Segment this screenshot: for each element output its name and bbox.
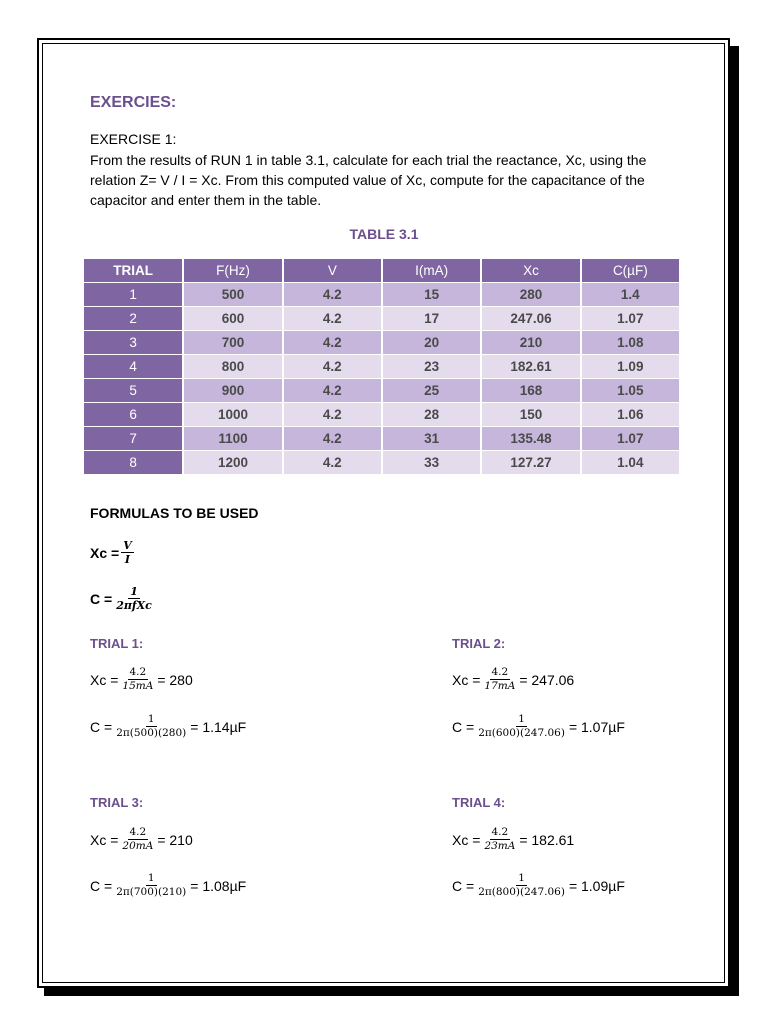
cell-frequency: 500 — [183, 283, 282, 307]
header-frequency: F(Hz) — [183, 259, 282, 283]
cell-reactance: 135.48 — [481, 427, 580, 451]
trial-3-xc-denominator: 20mA — [122, 840, 154, 852]
trial-2-xc — [452, 666, 574, 693]
cell-voltage: 4.2 — [283, 451, 382, 475]
trial-1-xc-lhs: Xc = — [90, 671, 119, 688]
cell-current: 17 — [382, 307, 481, 331]
cell-capacitance: 1.4 — [581, 283, 680, 307]
page-title: EXERCIES: — [90, 94, 177, 111]
trial-3-xc-fraction — [120, 826, 155, 853]
table-row — [84, 451, 680, 475]
header-voltage: V — [283, 259, 382, 283]
cell-frequency: 1200 — [183, 451, 282, 475]
trial-1-c-fraction — [114, 713, 188, 740]
header-reactance: Xc — [481, 259, 580, 283]
trial-2-xc-result: = 247.06 — [519, 671, 575, 688]
trial-1-c-result: = 1.14µF — [190, 718, 247, 735]
cell-reactance: 127.27 — [481, 451, 580, 475]
trial-1-xc-numerator: 4.2 — [129, 666, 147, 678]
trial-2-c-fraction — [476, 713, 567, 740]
trial-3-xc-lhs: Xc = — [90, 831, 119, 848]
formula-c-denominator: 2πfXc — [116, 599, 152, 612]
header-capacitance: C(µF) — [581, 259, 680, 283]
trial-4-c-fraction — [476, 872, 567, 899]
cell-frequency: 600 — [183, 307, 282, 331]
cell-voltage: 4.2 — [283, 307, 382, 331]
cell-current: 25 — [382, 379, 481, 403]
cell-voltage: 4.2 — [283, 427, 382, 451]
trial-1-title: TRIAL 1: — [90, 636, 144, 651]
trial-1-c-lhs: C = — [90, 718, 113, 735]
cell-trial: 8 — [84, 451, 183, 475]
trial-4-xc-result: = 182.61 — [519, 831, 575, 848]
results-table — [84, 259, 681, 475]
cell-voltage: 4.2 — [283, 331, 382, 355]
trial-2-c-result: = 1.07µF — [568, 718, 625, 735]
trial-4-c-result: = 1.09µF — [568, 877, 625, 894]
trial-4-xc-fraction — [482, 826, 517, 853]
trial-1-xc — [90, 666, 193, 693]
trial-3-c-numerator: 1 — [147, 872, 155, 884]
cell-frequency: 1000 — [183, 403, 282, 427]
cell-frequency: 700 — [183, 331, 282, 355]
cell-trial: 3 — [84, 331, 183, 355]
formula-c-lhs: C = — [90, 590, 113, 607]
trial-1-c-denominator: 2π(500)(280) — [116, 727, 187, 739]
trial-2-xc-lhs: Xc = — [452, 671, 481, 688]
trial-1-c — [90, 713, 246, 740]
formula-xc-fraction — [121, 539, 134, 566]
table-row — [84, 283, 680, 307]
trial-2-c — [452, 713, 625, 740]
trial-2-c-denominator: 2π(600)(247.06) — [478, 727, 565, 739]
table-row — [84, 307, 680, 331]
cell-frequency: 800 — [183, 355, 282, 379]
cell-capacitance: 1.06 — [581, 403, 680, 427]
cell-reactance: 210 — [481, 331, 580, 355]
cell-current: 28 — [382, 403, 481, 427]
formula-xc-lhs: Xc = — [90, 544, 120, 561]
trial-4-c-denominator: 2π(800)(247.06) — [478, 886, 565, 898]
cell-capacitance: 1.04 — [581, 451, 680, 475]
cell-frequency: 900 — [183, 379, 282, 403]
cell-reactance: 247.06 — [481, 307, 580, 331]
trial-4-xc-lhs: Xc = — [452, 831, 481, 848]
cell-capacitance: 1.09 — [581, 355, 680, 379]
cell-trial: 2 — [84, 307, 183, 331]
cell-current: 23 — [382, 355, 481, 379]
cell-reactance: 168 — [481, 379, 580, 403]
exercise-instructions: From the results of RUN 1 in table 3.1, calculate for each trial the reactance, Xc, using the relation Z= V / I = Xc. From this computed value of Xc, compute for the capacitance of the capacitor and enter them in the table. — [90, 152, 647, 208]
cell-reactance: 280 — [481, 283, 580, 307]
trial-1-c-numerator: 1 — [147, 713, 155, 725]
trial-3-title: TRIAL 3: — [90, 795, 144, 810]
trial-3-xc — [90, 826, 193, 853]
table-row — [84, 355, 680, 379]
trial-1-xc-result: = 280 — [157, 671, 193, 688]
trial-2-xc-denominator: 17mA — [484, 680, 516, 692]
trial-3-c-fraction — [114, 872, 188, 899]
trial-3-xc-numerator: 4.2 — [129, 826, 147, 838]
formulas-heading: FORMULAS TO BE USED — [90, 505, 259, 521]
trial-3-xc-result: = 210 — [157, 831, 193, 848]
table-caption: TABLE 3.1 — [349, 226, 419, 242]
trial-3-c-lhs: C = — [90, 877, 113, 894]
trial-3-c-result: = 1.08µF — [190, 877, 247, 894]
cell-reactance: 150 — [481, 403, 580, 427]
trial-4-xc-numerator: 4.2 — [491, 826, 509, 838]
cell-current: 15 — [382, 283, 481, 307]
cell-capacitance: 1.07 — [581, 307, 680, 331]
trial-2-xc-fraction — [482, 666, 517, 693]
cell-reactance: 182.61 — [481, 355, 580, 379]
cell-capacitance: 1.07 — [581, 427, 680, 451]
cell-capacitance: 1.05 — [581, 379, 680, 403]
trial-1-xc-denominator: 15mA — [122, 680, 154, 692]
cell-trial: 4 — [84, 355, 183, 379]
formula-c — [90, 585, 156, 612]
cell-frequency: 1100 — [183, 427, 282, 451]
cell-voltage: 4.2 — [283, 403, 382, 427]
cell-voltage: 4.2 — [283, 355, 382, 379]
formula-xc-denominator: I — [124, 553, 131, 566]
cell-capacitance: 1.08 — [581, 331, 680, 355]
table-row — [84, 403, 680, 427]
table-row — [84, 379, 680, 403]
trial-3-c — [90, 872, 246, 899]
cell-current: 31 — [382, 427, 481, 451]
table-row — [84, 427, 680, 451]
cell-trial: 5 — [84, 379, 183, 403]
trial-4-title: TRIAL 4: — [452, 795, 506, 810]
trial-1-xc-fraction — [120, 666, 155, 693]
header-current: I(mA) — [382, 259, 481, 283]
formula-xc-numerator: V — [123, 539, 132, 552]
trial-3-c-denominator: 2π(700)(210) — [116, 886, 187, 898]
trial-2-xc-numerator: 4.2 — [491, 666, 509, 678]
exercise-label: EXERCISE 1: — [90, 131, 177, 147]
formula-xc — [90, 539, 136, 566]
cell-trial: 7 — [84, 427, 183, 451]
cell-current: 20 — [382, 331, 481, 355]
trial-4-xc — [452, 826, 574, 853]
cell-trial: 1 — [84, 283, 183, 307]
cell-current: 33 — [382, 451, 481, 475]
trial-4-c-lhs: C = — [452, 877, 475, 894]
formula-c-numerator: 1 — [130, 585, 138, 598]
table-header-row — [84, 259, 680, 283]
cell-voltage: 4.2 — [283, 283, 382, 307]
cell-trial: 6 — [84, 403, 183, 427]
table-row — [84, 331, 680, 355]
trial-4-xc-denominator: 23mA — [484, 840, 516, 852]
cell-voltage: 4.2 — [283, 379, 382, 403]
trial-4-c-numerator: 1 — [518, 872, 525, 884]
trial-4-c — [452, 872, 625, 899]
trial-2-c-numerator: 1 — [518, 713, 525, 725]
trial-2-title: TRIAL 2: — [452, 636, 506, 651]
formula-c-fraction — [114, 585, 154, 612]
trial-2-c-lhs: C = — [452, 718, 475, 735]
header-trial: TRIAL — [84, 259, 183, 283]
